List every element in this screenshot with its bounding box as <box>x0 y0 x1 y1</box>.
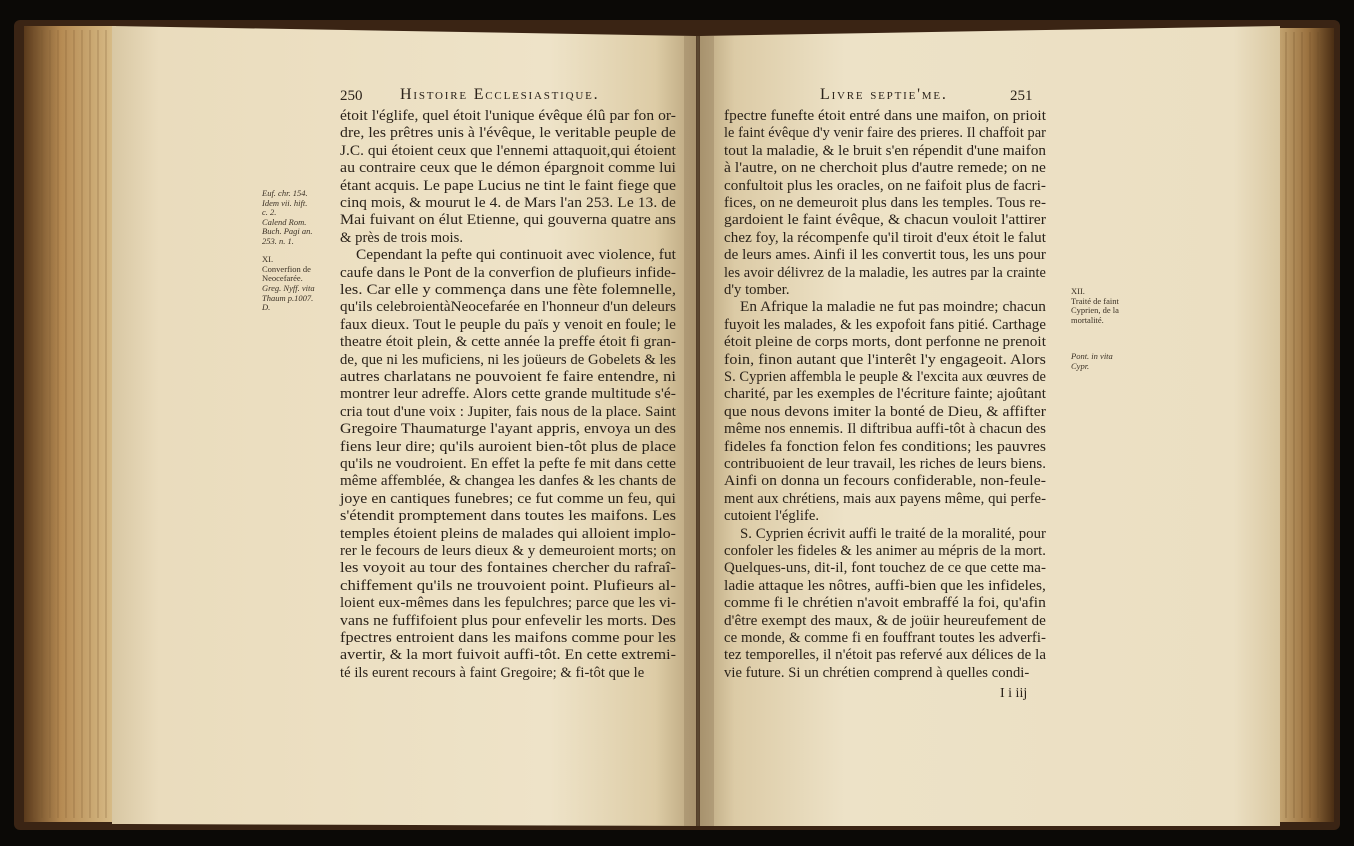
text-line: fideles fa fonction felon fes conditions; les pauvres <box>724 438 1046 455</box>
text-line: fices, on ne demeuroit plus dans les temples. Tous re- <box>724 195 1047 211</box>
signature-mark: I i iij <box>1000 686 1028 701</box>
text-line: comme fi le chrétien n'avoit embraffé la foi, qu'afin <box>724 595 1046 612</box>
text-line: d'y tomber. <box>724 282 790 298</box>
text-line: S. Cyprien affembla le peuple & l'excita aux œuvres de <box>724 369 1046 385</box>
margin-note-section-xii: XII. Traité de faint Cyprien, de la mortalité. <box>1071 286 1119 325</box>
text-line: à l'autre, on ne cherchoit plus d'autre remede; on ne <box>724 160 1046 177</box>
text-line: étoit pleine de corps morts, dont perfonne ne prenoit <box>724 334 1047 351</box>
text-line: confoler les fideles & les animer au mépris de la mort. <box>724 543 1047 559</box>
text-line: theatre étoit plein, & cette année la preffe étoit fi gran- <box>340 334 677 351</box>
text-line: cria tout d'une voix : Jupiter, fais nous de la place. Saint <box>340 403 677 420</box>
text-line: Cependant la pefte qui continuoit avec violence, fut <box>356 247 677 264</box>
text-line: s'étendit promptement dans toutes les maifons. Les <box>340 508 677 525</box>
margin-note-euseb: Euf. chr. 154. Idem vii. hift. c. 2. Calend Rom. Buch. Pagi an. 253. n. 1. <box>262 188 313 246</box>
text-line: Gregoire Thaumaturge l'ayant appris, envoya un des <box>340 421 677 438</box>
text-line: loient eux-mêmes dans les fepulchres; parce que les vi- <box>340 595 676 612</box>
text-line: dre, les prêtres unis à l'évêque, le veritable peuple de <box>340 125 676 142</box>
text-line: fpectre funefte étoit entré dans une maifon, on prioit <box>724 108 1047 124</box>
text-line: confultoit plus les oracles, on ne faifoit plus de facri- <box>724 177 1047 194</box>
text-line: les. Car elle y commença dans une fète folemnelle, <box>340 282 676 298</box>
left-page-edges <box>24 26 116 822</box>
text-line: les avoir délivrez de la maladie, les autres par la crainte <box>724 264 1046 281</box>
text-line: fiens leur dire; qu'ils auroient bien-tôt plus de place <box>340 438 677 455</box>
text-line: d'être exempt des maux, & de joüir heureufement de <box>724 612 1046 629</box>
text-line: même nos ennemis. Il diftribua auffi-tôt à chacun des <box>724 421 1047 438</box>
text-line: S. Cyprien écrivit auffi le traité de la moralité, pour <box>740 525 1046 542</box>
left-page-number: 250 <box>340 88 363 104</box>
text-line: chez foy, la récompenfe qu'il tiroit d'eux étoit le falut <box>724 229 1046 246</box>
text-line: étant acquis. Le pape Lucius ne tint le faint fiege que <box>340 177 676 194</box>
text-line: cinq mois, & mourut le 4. de Mars l'an 253. Le 13. de <box>340 195 676 211</box>
margin-note-section-xi: XI. Converfion de Neocefarée. <box>262 254 311 283</box>
text-line: Quelques-uns, dit-il, font touchez de ce que cette ma- <box>724 560 1047 577</box>
text-line: chiffement qu'ils ne trouvoient point. Plufieurs al- <box>340 577 676 594</box>
text-line: le faint évêque d'y venir faire des prieres. Il chaffoit par <box>724 125 1046 142</box>
text-line: tout la maladie, & le bruit s'en répendit d'une maifon <box>724 142 1046 159</box>
text-line: Mai fuivant on élut Etienne, qui gouverna quatre ans <box>340 212 677 229</box>
text-line: ladie attaque les nôtres, auffi-bien que les infideles, <box>724 577 1046 594</box>
text-line: que nous devons imiter la bonté de Dieu, & affifter <box>724 403 1046 420</box>
text-line: En Afrique la maladie ne fut pas moindre; chacun <box>740 299 1046 316</box>
text-line: autres charlatans ne pouvoient fe faire entendre, ni <box>340 369 677 385</box>
gutter-shadow <box>684 36 714 826</box>
text-line: qu'ils ne voudroient. En effet la pefte fe mit dans cette <box>340 456 676 472</box>
text-line: de, que ni les muficiens, ni les joüeurs de Gobelets & les <box>340 351 677 368</box>
right-page-number: 251 <box>1010 88 1033 104</box>
text-line: J.C. qui étoient ceux que l'ennemi attaquoit,qui étoient <box>340 142 676 159</box>
text-line: faux dieux. Tout le peuple du païs y venoit en foule; le <box>340 316 676 333</box>
text-line: & près de trois mois. <box>340 229 464 246</box>
text-line: gardoient le faint évêque, & chacun vouloit l'attirer <box>724 212 1047 229</box>
text-line: contribuoient de leur travail, les riches de leurs biens. <box>724 456 1047 472</box>
text-line: montrer leur adreffe. Alors cette grande multitude s'é- <box>340 386 677 403</box>
text-line: avertir, & la mort fuivoit auffi-tôt. En cette extremi- <box>340 647 677 664</box>
text-line: rer le fecours de leurs dieux & y demeuroient morts; on <box>340 543 676 559</box>
text-line: de leurs ames. Ainfi il les convertit tous, les uns pour <box>724 247 1046 264</box>
text-line: foin, finon autant que l'interêt l'y engageoit. Alors <box>724 351 1046 368</box>
text-line: charité, par les exemples de l'écriture fainte; ajoûtant <box>724 386 1046 403</box>
text-line: qu'ils celebroientàNeocefarée en l'honneur d'un deleurs <box>340 299 677 316</box>
text-line: caufe dans le Pont de la converfion de plufieurs infide- <box>340 264 676 281</box>
text-line: vie future. Si un chrétien comprend à quelles condi- <box>724 664 1030 681</box>
text-line: les voyoit au tour des fontaines chercher du rafraî- <box>340 560 677 577</box>
text-line: joye en cantiques funebres; ce fut comme un feu, qui <box>340 490 677 507</box>
text-line: étoit l'églife, quel étoit l'unique évêque élû par fon or- <box>340 108 676 124</box>
text-line: fpectres entroient dans les maifons comme pour les <box>340 630 677 646</box>
text-line: cutoient l'églife. <box>724 508 820 525</box>
text-line: vans ne fuffifoient plus pour enfevelir les morts. Des <box>340 612 677 629</box>
text-line: ce monde, & comme fi en fouffrant toutes les adverfi- <box>724 630 1047 646</box>
text-line: fuyoit les malades, & les expofoit fans pitié. Carthage <box>724 316 1047 333</box>
text-line: tez temporelles, il n'étoit pas refervé aux délices de la <box>724 647 1046 664</box>
text-line: té ils eurent recours à faint Gregoire; & fi-tôt que le <box>340 664 645 681</box>
margin-note-pont: Pont. in vita Cypr. <box>1071 351 1113 371</box>
text-line: temples étoient pleins de malades qui alloient implo- <box>340 525 676 542</box>
text-line: même affemblée, & changea les danfes & les chants de <box>340 473 677 490</box>
margin-note-greg: Greg. Nyff. vita Thaum p.1007. D. <box>262 283 315 312</box>
text-line: au contraire ceux que le démon épargnoit comme lui <box>340 160 677 177</box>
text-line: Ainfi on donna un fecours confiderable, non-feule- <box>724 473 1046 490</box>
right-running-title: Livre septie'me. <box>820 86 948 103</box>
left-running-title: Histoire Ecclesiastique. <box>400 86 600 103</box>
text-line: ment aux chrétiens, mais aux payens même, qui perfe- <box>724 490 1047 507</box>
